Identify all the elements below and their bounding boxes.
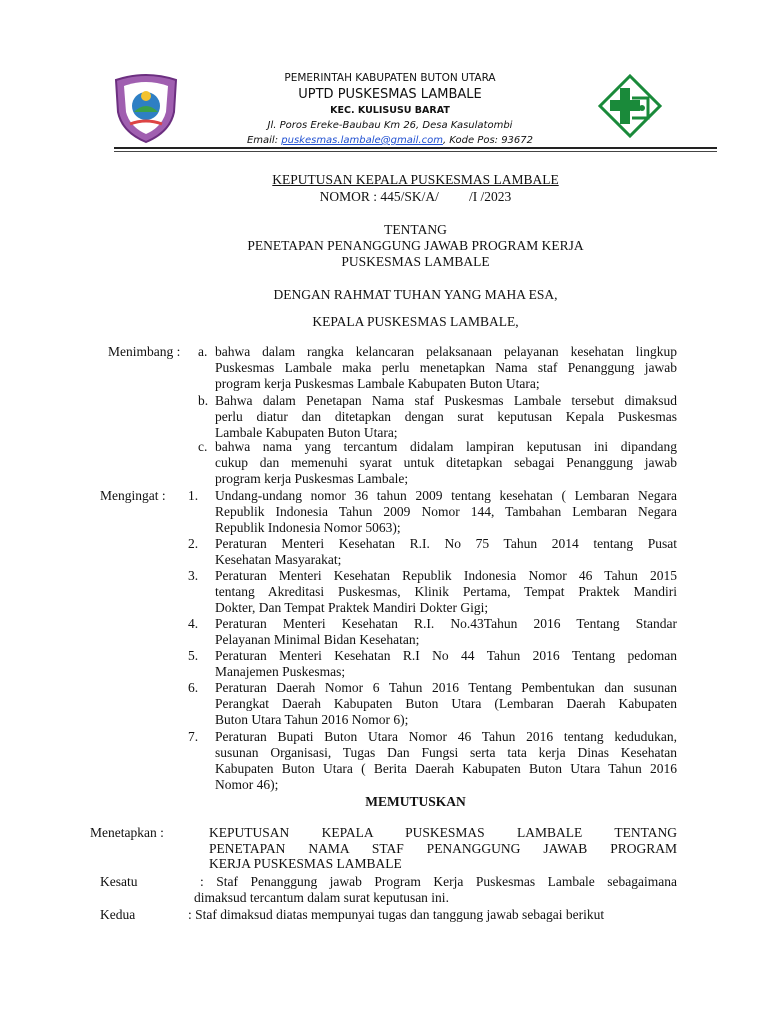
list-marker: 4.: [188, 616, 199, 631]
mengingat-item-1: Undang-undang nomor 36 tahun 2009 tentang kesehatan ( Lembaran Negara Republik Indonesia Tahun 2009 Nomor 144, Tambahan Lembaran Negara Republik Indonesia Nomor 5063);: [215, 488, 677, 535]
email-label: Email:: [246, 135, 282, 146]
mengingat-item-5: Peraturan Menteri Kesehatan R.I No 44 Tahun 2016 Tentang pedoman Manajemen Puskesmas;: [215, 648, 677, 679]
list-marker: 2.: [188, 536, 199, 551]
menimbang-item-b: Bahwa dalam Penetapan Nama staf Puskesmas Lambale tersebut dimaksud perlu diatur dan ditetapkan dengan surat keputusan Kepala Puskesmas Lambale Kabupaten Buton Utara;: [215, 393, 677, 440]
buton-utara-regency-emblem-icon: [112, 72, 180, 144]
mengingat-item-4: Peraturan Menteri Kesehatan R.I. No.43Tahun 2016 Tentang Standar Pelayanan Minimal Bidan Kesehatan;: [215, 616, 677, 647]
letterhead-divider: [114, 147, 717, 149]
menimbang-item-c: bahwa nama yang tercantum didalam lampiran keputusan ini dipandang cukup dan memenuhi syarat untuk ditetapkan sebagai Penanggung jawab program kerja Puskesmas Lambale;: [215, 439, 677, 486]
subject-line-2: PUSKESMAS LAMBALE: [341, 254, 490, 269]
decree-number: NOMOR : 445/SK/A/ /I /2023: [319, 189, 512, 204]
menimbang-label: Menimbang :: [108, 344, 181, 359]
kesatu-label: Kesatu: [100, 874, 138, 889]
kesatu-text: : Staf Penanggung jawab Program Kerja Puskesmas Lambale sebagaimana dimaksud tercantum dalam surat keputusan ini.: [194, 874, 677, 905]
decree-title: KEPUTUSAN KEPALA PUSKESMAS LAMBALE: [272, 172, 559, 187]
menetapkan-label: Menetapkan :: [90, 825, 164, 840]
letterhead-government: PEMERINTAH KABUPATEN BUTON UTARA: [284, 72, 496, 84]
letterhead-district: KEC. KULISUSU BARAT: [330, 105, 450, 116]
kedua-text: : Staf dimaksud diatas mempunyai tugas dan tanggung jawab sebagai berikut: [188, 907, 605, 922]
list-marker: c.: [198, 439, 208, 454]
mengingat-item-2: Peraturan Menteri Kesehatan R.I. No 75 Tahun 2014 tentang Pusat Kesehatan Masyarakat;: [215, 536, 677, 567]
mengingat-item-7: Peraturan Bupati Buton Utara Nomor 46 Tahun 2016 tentang kedudukan, susunan Organisasi, Tugas Dan Fungsi serta tata kerja Dinas Kesehatan Kabupaten Buton Utara ( Berita Daerah Kabupaten Buton Utara Tahun 2016 Nomor 46);: [215, 729, 677, 792]
postal-code: , Kode Pos: 93672: [442, 135, 534, 146]
subject-line-1: PENETAPAN PENANGGUNG JAWAB PROGRAM KERJA: [247, 238, 584, 253]
list-marker: b.: [198, 393, 209, 408]
email-link[interactable]: puskesmas.lambale@gmail.com: [281, 135, 443, 146]
invocation: DENGAN RAHMAT TUHAN YANG MAHA ESA,: [273, 287, 558, 302]
mengingat-item-6: Peraturan Daerah Nomor 6 Tahun 2016 Tentang Pembentukan dan susunan Perangkat Daerah Kabupaten Buton Utara (Lembaran Daerah Kabupaten Buton Utara Tahun 2016 Nomor 6);: [215, 680, 677, 727]
decision-heading: MEMUTUSKAN: [365, 794, 466, 809]
mengingat-label: Mengingat :: [100, 488, 166, 503]
list-marker: 7.: [188, 729, 199, 744]
list-marker: 6.: [188, 680, 199, 695]
menimbang-item-a: bahwa dalam rangka kelancaran pelaksanaan pelayanan kesehatan lingkup Puskesmas Lambale maka perlu menetapkan Nama staf Penanggung jawab program kerja Puskesmas Lambale Kabupaten Buton Utara;: [215, 344, 677, 391]
puskesmas-logo-icon: [598, 74, 662, 138]
about-heading: TENTANG: [384, 222, 447, 237]
menetapkan-text: KEPUTUSAN KEPALA PUSKESMAS LAMBALE TENTANG PENETAPAN NAMA STAF PENANGGUNG JAWAB PROGRAM KERJA PUSKESMAS LAMBALE: [209, 825, 677, 871]
letterhead-address: Jl. Poros Ereke-Baubau Km 26, Desa Kasulatombi: [267, 120, 513, 131]
letterhead-institution: UPTD PUSKESMAS LAMBALE: [298, 87, 482, 102]
list-marker: a.: [198, 344, 208, 359]
list-marker: 1.: [188, 488, 199, 503]
kedua-label: Kedua: [100, 907, 136, 922]
issuer-heading: KEPALA PUSKESMAS LAMBALE,: [312, 314, 519, 329]
letterhead: [0, 0, 768, 150]
list-marker: 3.: [188, 568, 199, 583]
letterhead-contact: [190, 133, 590, 148]
list-marker: 5.: [188, 648, 199, 663]
mengingat-item-3: Peraturan Menteri Kesehatan Republik Indonesia Nomor 46 Tahun 2015 tentang Akreditasi Puskesmas, Klinik Pertama, Tempat Praktek Mandiri Dokter, Dan Tempat Praktek Mandiri Dokter Gigi;: [215, 568, 677, 615]
letterhead-divider-thin: [114, 151, 717, 152]
